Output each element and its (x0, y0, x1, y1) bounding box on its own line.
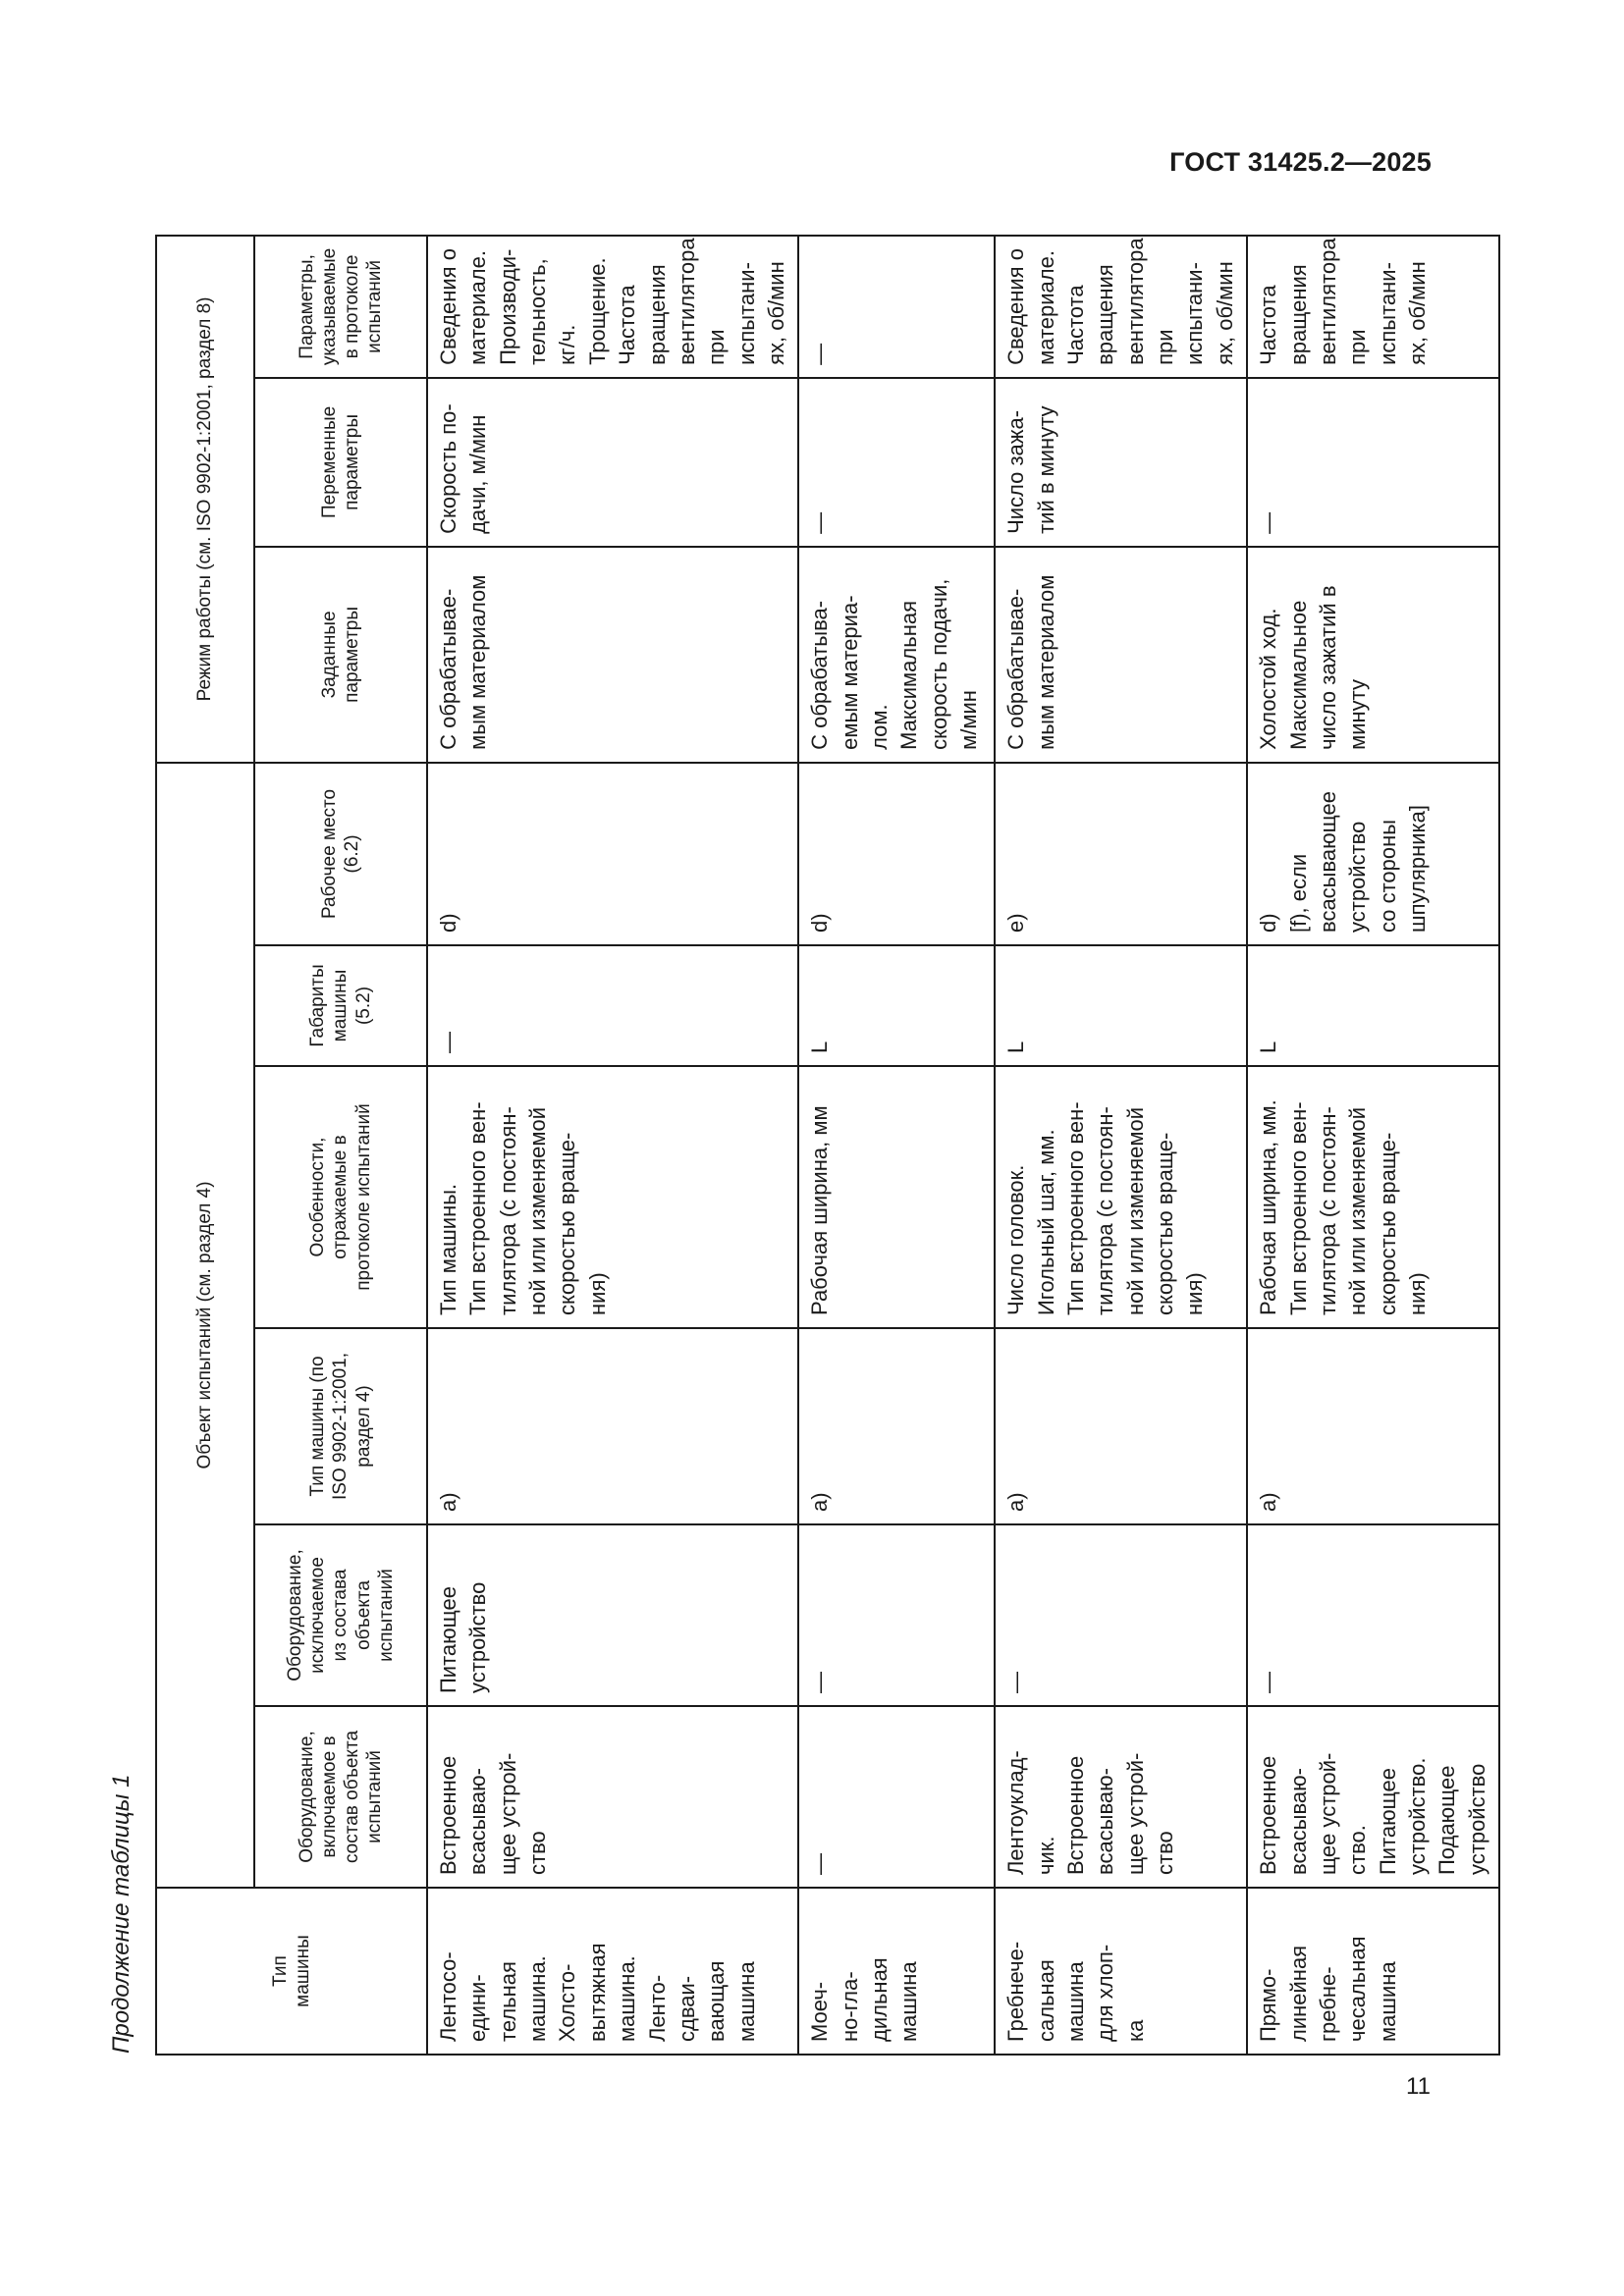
cell-excluded: — (995, 1524, 1247, 1706)
header-row-columns (254, 236, 427, 2055)
group-header-object: Объект испытаний (см. раздел 4) (156, 763, 254, 1888)
cell-features: Рабочая ширина, мм (798, 1066, 995, 1328)
cell-report-params: — (798, 236, 995, 378)
cell-set-params: С обрабатыва- емым материа- лом. Максимальная скорость подачи, м/мин (798, 547, 995, 763)
table-row (427, 236, 798, 2055)
cell-included: Встроенное всасываю- щее устрой- ство (427, 1706, 798, 1888)
col-header-dimensions: Габариты машины (5.2) (254, 945, 427, 1066)
cell-var-params: — (798, 378, 995, 547)
cell-set-params: С обрабатывае- мым материалом (427, 547, 798, 763)
col-header-included: Оборудование, включаемое в состав объекта испытаний (254, 1706, 427, 1888)
cell-var-params: Скорость по- дачи, м/мин (427, 378, 798, 547)
cell-excluded: — (1247, 1524, 1499, 1706)
cell-report-params: Частота вращения вентилятора при испытани- ях, об/мин (1247, 236, 1499, 378)
cell-dimensions: — (427, 945, 798, 1066)
cell-report-params: Сведения о материале. Производи- тельность, кг/ч. Трощение. Частота вращения вентилятора при испытани- ях, об/мин (427, 236, 798, 378)
col-header-iso-type: Тип машины (по ISO 9902-1:2001, раздел 4) (254, 1328, 427, 1524)
cell-excluded: — (798, 1524, 995, 1706)
table-row (798, 236, 995, 2055)
cell-iso-type: a) (427, 1328, 798, 1524)
cell-machine-type: Гребнече- сальная машина для хлоп- ка (995, 1888, 1247, 2055)
cell-workplace: d) (798, 763, 995, 945)
cell-dimensions: L (798, 945, 995, 1066)
cell-set-params: Холостой ход. Максимальное число зажатий в минуту (1247, 547, 1499, 763)
col-header-report-params: Параметры, указываемые в протоколе испытаний (254, 236, 427, 378)
cell-machine-type: Лентосо- едини- тельная машина. Холсто- вытяжная машина. Ленто- сдваи- вающая машина (427, 1888, 798, 2055)
cell-iso-type: a) (995, 1328, 1247, 1524)
cell-included: Встроенное всасываю- щее устрой- ство. Питающее устройство. Подающее устройство (1247, 1706, 1499, 1888)
cell-features: Тип машины. Тип встроенного вен- тилятора (с постоян- ной или изменяемой скоростью враще- ния) (427, 1066, 798, 1328)
cell-iso-type: a) (798, 1328, 995, 1524)
machine-test-table (155, 235, 1500, 2056)
cell-excluded: Питающее устройство (427, 1524, 798, 1706)
cell-workplace: d) (427, 763, 798, 945)
col-header-set-params: Заданные параметры (254, 547, 427, 763)
cell-included: — (798, 1706, 995, 1888)
table-row (995, 236, 1247, 2055)
cell-set-params: С обрабатывае- мым материалом (995, 547, 1247, 763)
table-row (1247, 236, 1499, 2055)
cell-machine-type: Прямо- линейная гребне- чесальная машина (1247, 1888, 1499, 2055)
group-header-mode: Режим работы (см. ISO 9902-1:2001, раздел 8) (156, 236, 254, 763)
cell-report-params: Сведения о материале. Частота вращения вентилятора при испытани- ях, об/мин (995, 236, 1247, 378)
header-row-groups (156, 236, 254, 2055)
cell-dimensions: L (1247, 945, 1499, 1066)
cell-workplace: e) (995, 763, 1247, 945)
page-number: 11 (1406, 2073, 1431, 2100)
cell-included: Лентоуклад- чик. Встроенное всасываю- щее устрой- ство (995, 1706, 1247, 1888)
cell-workplace: d) [f), если всасывающее устройство со стороны шпулярника] (1247, 763, 1499, 945)
cell-iso-type: a) (1247, 1328, 1499, 1524)
cell-features: Рабочая ширина, мм. Тип встроенного вен- тилятора (с постоян- ной или изменяемой скоростью враще- ния) (1247, 1066, 1499, 1328)
cell-dimensions: L (995, 945, 1247, 1066)
table-caption: Продолжение таблицы 1 (108, 1774, 135, 2054)
col-header-machine-type: Тип машины (156, 1888, 427, 2055)
cell-var-params: Число зажа- тий в минуту (995, 378, 1247, 547)
col-header-features: Особенности, отражаемые в протоколе испытаний (254, 1066, 427, 1328)
cell-machine-type: Моеч- но-гла- дильная машина (798, 1888, 995, 2055)
col-header-var-params: Переменные параметры (254, 378, 427, 547)
cell-features: Число головок. Игольный шаг, мм. Тип встроенного вен- тилятора (с постоян- ной или изменяемой скоростью враще- ния) (995, 1066, 1247, 1328)
col-header-excluded: Оборудование, исключаемое из состава объекта испытаний (254, 1524, 427, 1706)
col-header-workplace: Рабочее место (6.2) (254, 763, 427, 945)
rotated-table-wrapper (155, 237, 1489, 2056)
cell-var-params: — (1247, 378, 1499, 547)
document-code: ГОСТ 31425.2—2025 (1169, 147, 1432, 177)
